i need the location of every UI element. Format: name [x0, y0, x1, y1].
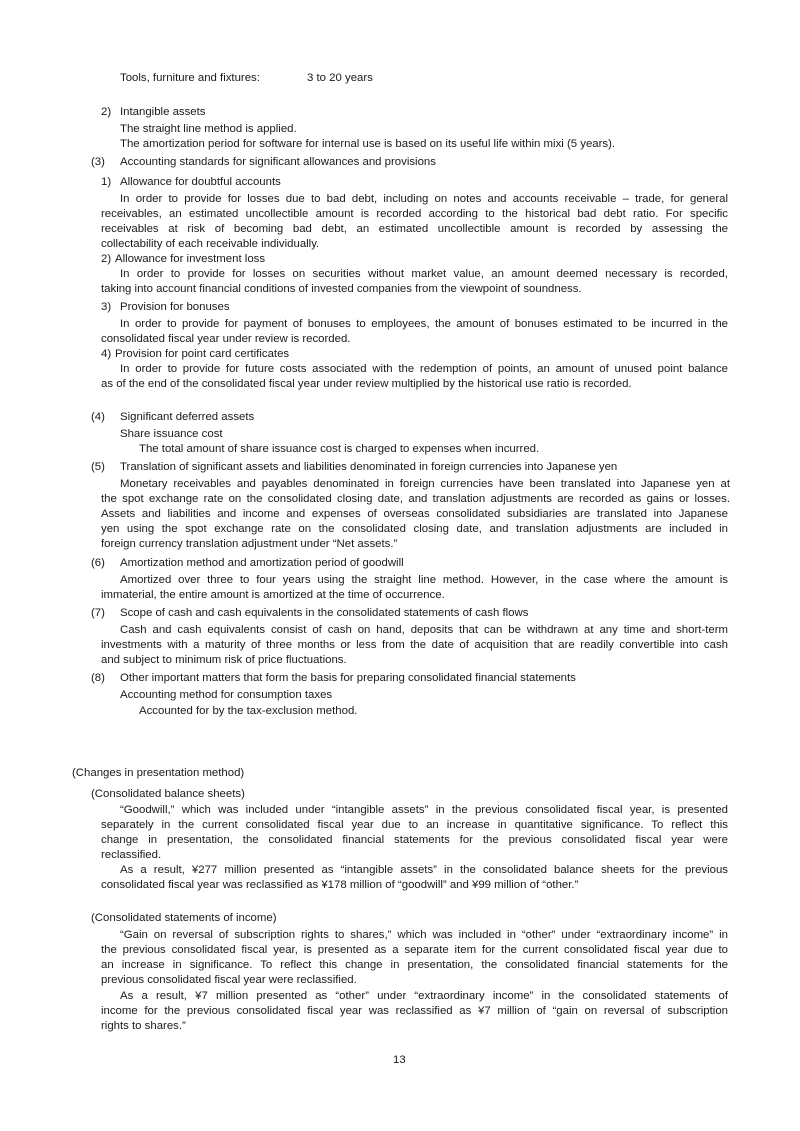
paragraph-line: separately in the current consolidated fiscal year due to an increase in quantitative significance. To reflect this	[101, 819, 728, 831]
paragraph-line: Monetary receivables and payables denominated in foreign currencies have been translated into Japanese yen at	[120, 478, 730, 490]
intangible-line: The straight line method is applied.	[120, 123, 297, 135]
paragraph-line: taking into account financial conditions of invested companies from the viewpoint of soundness.	[101, 283, 582, 295]
section-4-text: The total amount of share issuance cost is charged to expenses when incurred.	[139, 443, 540, 455]
paragraph-line: consolidated fiscal year was reclassified as ¥178 million of “goodwill” and ¥99 million of “other.”	[101, 879, 579, 891]
income-statements-heading: (Consolidated statements of income)	[91, 912, 277, 924]
section-6-number: (6)	[91, 557, 105, 569]
intangible-line: The amortization period for software for internal use is based on its useful life within mixi (5 years).	[120, 138, 616, 150]
section-8-subheading: Accounting method for consumption taxes	[120, 689, 333, 701]
item-heading: Allowance for doubtful accounts	[120, 176, 281, 188]
paragraph-line: previous consolidated fiscal year were reclassified.	[101, 974, 357, 986]
paragraph-line: As a result, ¥277 million presented as “intangible assets” in the consolidated balance sheets for the previous	[120, 864, 728, 876]
paragraph-line: Cash and cash equivalents consist of cash on hand, deposits that can be withdrawn at any time and short-term	[120, 624, 728, 636]
paragraph-line: the previous consolidated fiscal year, is presented as a separate item for the current consolidated fiscal year due to	[101, 944, 728, 956]
section-4-subheading: Share issuance cost	[120, 428, 223, 440]
section-7-heading: Scope of cash and cash equivalents in the consolidated statements of cash flows	[120, 607, 529, 619]
item-heading: Provision for point card certificates	[115, 348, 290, 360]
paragraph-line: the spot exchange rate on the consolidated closing date, and translation adjustments are recorded as gains or losses.	[101, 493, 730, 505]
paragraph-line: As a result, ¥7 million presented as “other” under “extraordinary income” in the consolidated statements of	[120, 990, 728, 1002]
paragraph-line: “Gain on reversal of subscription rights to shares,” which was included in “other” under “extraordinary income” in	[120, 929, 728, 941]
paragraph-line: collectability of each receivable individually.	[101, 238, 320, 250]
paragraph-line: foreign currency translation adjustment under “Net assets.”	[101, 538, 398, 550]
section-5-number: (5)	[91, 461, 105, 473]
section-6-heading: Amortization method and amortization period of goodwill	[120, 557, 404, 569]
paragraph-line: income for the previous consolidated fiscal year was reclassified as ¥7 million of “gain on reversal of subscription	[101, 1005, 728, 1017]
section-8-text: Accounted for by the tax-exclusion method.	[139, 705, 358, 717]
item-number: 1)	[101, 176, 112, 188]
item-number: 2)	[101, 253, 112, 265]
intangible-number: 2)	[101, 106, 112, 118]
section-4-heading: Significant deferred assets	[120, 411, 255, 423]
paragraph-line: In order to provide for payment of bonuses to employees, the amount of bonuses estimated to be incurred in the	[120, 318, 728, 330]
item-number: 3)	[101, 301, 112, 313]
paragraph-line: Assets and liabilities and income and expenses of overseas consolidated subsidiaries are translated into Japanese	[101, 508, 728, 520]
section-7-number: (7)	[91, 607, 105, 619]
item-number: 4)	[101, 348, 112, 360]
tools-label: Tools, furniture and fixtures:	[120, 72, 260, 84]
section-3-heading: Accounting standards for significant allowances and provisions	[120, 156, 436, 168]
paragraph-line: receivables, an estimated uncollectible amount is recorded according to the historical bad debt ratio. For specific	[101, 208, 728, 220]
paragraph-line: investments with a maturity of three months or less from the date of acquisition that are readily convertible into cash	[101, 639, 728, 651]
paragraph-line: immaterial, the entire amount is amortized at the time of occurrence.	[101, 589, 445, 601]
page-number: 13	[393, 1054, 406, 1066]
section-4-number: (4)	[91, 411, 105, 423]
section-8-heading: Other important matters that form the basis for preparing consolidated financial statements	[120, 672, 576, 684]
intangible-heading: Intangible assets	[120, 106, 206, 118]
paragraph-line: reclassified.	[101, 849, 162, 861]
changes-heading: (Changes in presentation method)	[72, 767, 245, 779]
paragraph-line: receivables at risk of becoming bad debt, an estimated uncollectible amount is recorded by assessing the	[101, 223, 728, 235]
paragraph-line: In order to provide for future costs associated with the redemption of points, an amount of unused point balance	[120, 363, 728, 375]
paragraph-line: consolidated fiscal year under review is recorded.	[101, 333, 351, 345]
paragraph-line: and subject to minimum risk of price fluctuations.	[101, 654, 347, 666]
section-5-heading: Translation of significant assets and liabilities denominated in foreign currencies into Japanese yen	[120, 461, 618, 473]
paragraph-line: as of the end of the consolidated fiscal year under review multiplied by the historical use ratio is recorded.	[101, 378, 632, 390]
tools-value: 3 to 20 years	[307, 72, 373, 84]
paragraph-line: change in presentation, the consolidated financial statements for the previous consolidated fiscal year were	[101, 834, 728, 846]
paragraph-line: rights to shares.”	[101, 1020, 186, 1032]
balance-sheets-heading: (Consolidated balance sheets)	[91, 788, 245, 800]
paragraph-line: Amortized over three to four years using the straight line method. However, in the case where the amount is	[120, 574, 728, 586]
item-heading: Allowance for investment loss	[115, 253, 266, 265]
paragraph-line: an increase in significance. To reflect this change in presentation, the consolidated financial statements for the	[101, 959, 728, 971]
paragraph-line: yen using the spot exchange rate on the consolidated closing date, and translation adjustments are included in	[101, 523, 728, 535]
section-3-number: (3)	[91, 156, 105, 168]
section-8-number: (8)	[91, 672, 105, 684]
paragraph-line: In order to provide for losses due to bad debt, including on notes and accounts receivable – trade, for general	[120, 193, 728, 205]
paragraph-line: In order to provide for losses on securities without market value, an amount deemed necessary is recorded,	[120, 268, 728, 280]
paragraph-line: “Goodwill,” which was included under “intangible assets” in the previous consolidated fiscal year, is presented	[120, 804, 728, 816]
item-heading: Provision for bonuses	[120, 301, 230, 313]
